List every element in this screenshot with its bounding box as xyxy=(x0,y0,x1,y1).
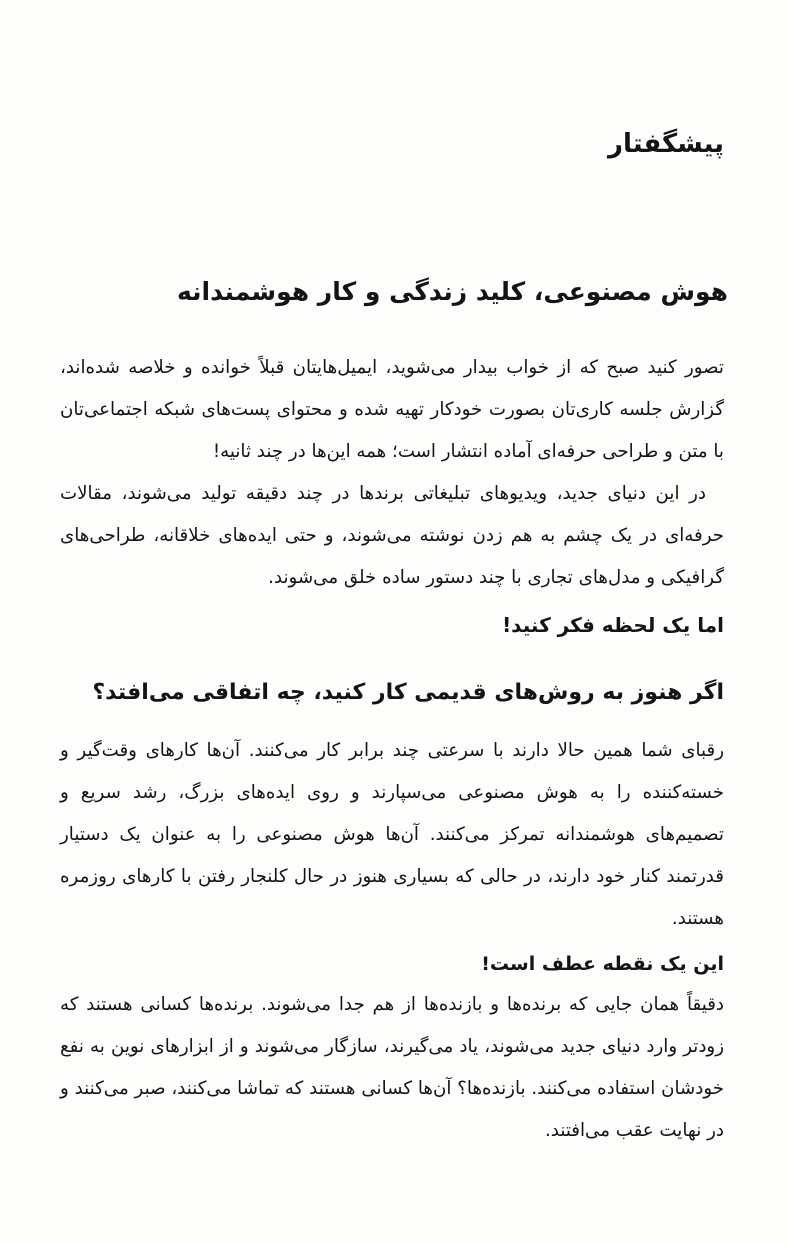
subhead-old-ways: اگر هنوز به روش‌های قدیمی کار کنید، چه اتفاقی می‌افتد؟ xyxy=(92,680,724,705)
chapter-title: پیشگفتار xyxy=(607,129,724,159)
paragraph-new-world: در این دنیای جدید، ویدیوهای تبلیغاتی برندها در چند دقیقه تولید می‌شوند، مقالات حرفه‌ای در یک چشم به هم زدن نوشته می‌شوند، و حتی ایده‌های خلاقانه، طراحی‌های گرافیکی و مدل‌های تجاری با چند دستور ساده خلق می‌شوند. xyxy=(60,483,724,588)
paragraph-competitors: رقبای شما همین حالا دارند با سرعتی چند برابر کار می‌کنند. آن‌ها کارهای وقت‌گیر و خسته‌کننده را به هوش مصنوعی می‌سپارند و روی ایده‌های بزرگ، رشد سریع و تصمیم‌های هوشمندانه تمرکز می‌کنند. آن‌ها هوش مصنوعی را به عنوان یک دستیار قدرتمند کنار خود دارند، در حالی که بسیاری هنوز در حال کلنجار رفتن با کارهای روزمره هستند. xyxy=(60,740,724,929)
subhead-turning-point: این یک نقطه عطف است! xyxy=(481,953,724,975)
paragraph-intro: تصور کنید صبح که از خواب بیدار می‌شوید، ایمیل‌هایتان قبلاً خوانده و خلاصه شده‌اند، گزارش جلسه کاری‌تان بصورت خودکار تهیه شده و محتوای پست‌های شبکه اجتماعی‌تان با متن و طراحی حرفه‌ای آماده انتشار است؛ همه این‌ها در چند ثانیه! xyxy=(60,357,724,462)
section-title: هوش مصنوعی، کلید زندگی و کار هوشمندانه xyxy=(176,277,728,306)
paragraph-turning-point: دقیقاً همان جایی که برنده‌ها و بازنده‌ها از هم جدا می‌شوند. برنده‌ها کسانی هستند که زودتر وارد دنیای جدید می‌شوند، یاد می‌گیرند، سازگار می‌شوند و از ابزارهای نوین به نفع خودشان استفاده می‌کنند. بازنده‌ها؟ آن‌ها کسانی هستند که تماشا می‌کنند، صبر می‌کنند و در نهایت عقب می‌افتند. xyxy=(60,994,724,1141)
subhead-think: اما یک لحظه فکر کنید! xyxy=(502,613,724,637)
